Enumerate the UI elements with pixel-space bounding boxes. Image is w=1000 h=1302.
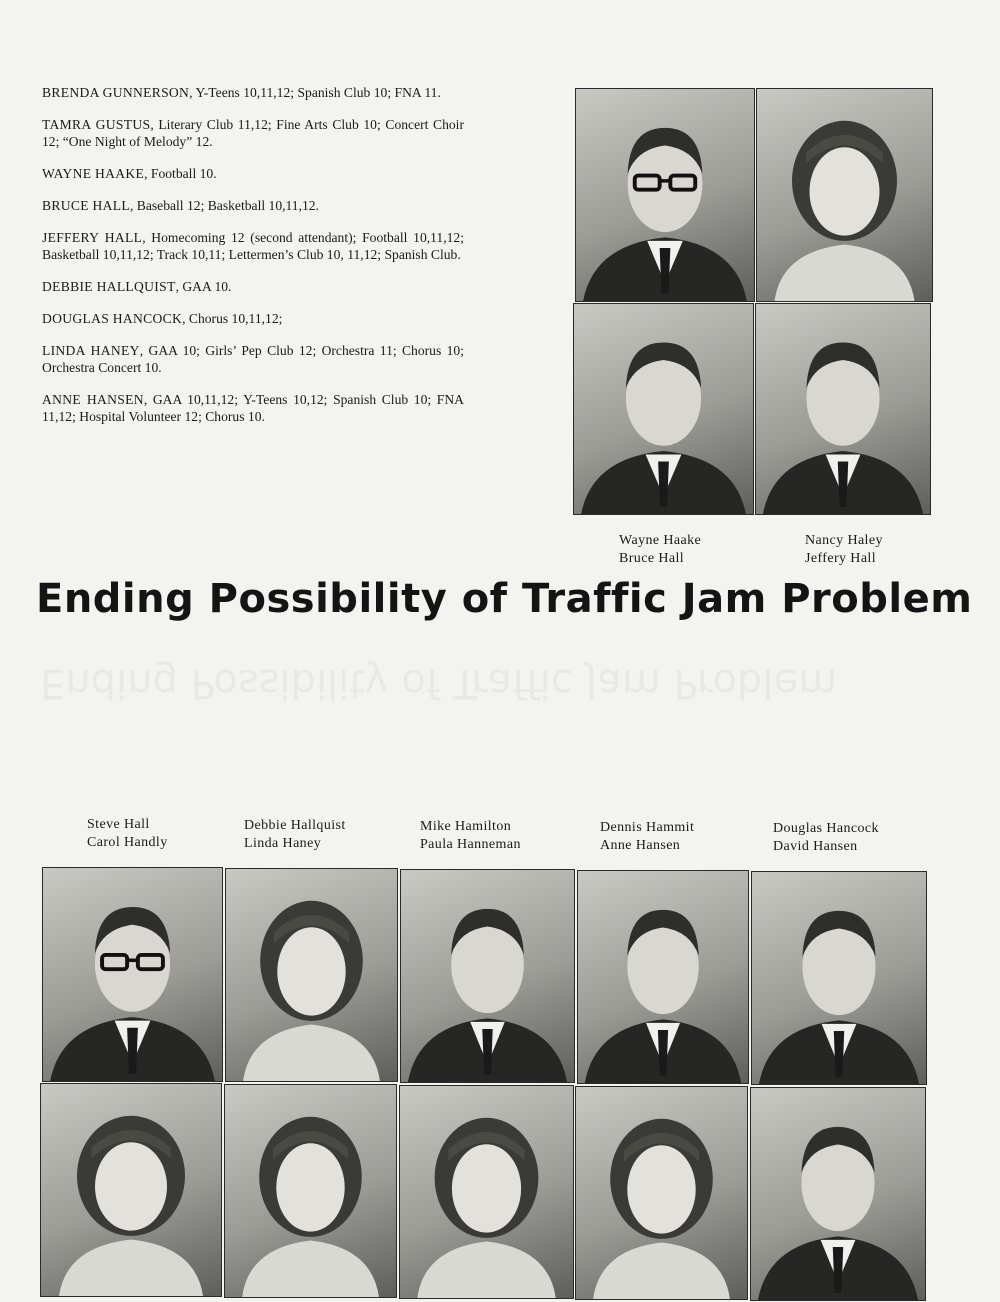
caption-line: Nancy Haley: [805, 533, 883, 548]
photo-caption: [619, 532, 701, 568]
portrait-silhouette: [756, 304, 930, 514]
bio-activities: , GAA 10; Girls’ Pep Club 12; Orchestra 11; Chorus 10; Orchestra Concert 10.: [42, 343, 464, 375]
photo-caption: [773, 820, 879, 856]
bio-entry: [42, 165, 464, 182]
bio-entry: [42, 278, 464, 295]
caption-line: Carol Handly: [87, 835, 168, 850]
portrait-silhouette: [576, 89, 754, 301]
portrait-photo: [399, 1085, 574, 1299]
portrait-silhouette: [752, 872, 926, 1084]
portrait-silhouette: [226, 869, 397, 1081]
caption-line: Mike Hamilton: [420, 819, 512, 834]
caption-line: Debbie Hallquist: [244, 818, 346, 833]
photo-caption: [600, 819, 694, 855]
bio-entry: [42, 116, 464, 150]
page-headline: Ending Possibility of Traffic Jam Problem: [36, 576, 973, 622]
portrait-photo: [573, 303, 754, 515]
portrait-silhouette: [225, 1085, 396, 1297]
bio-activities: , Football 10.: [144, 166, 217, 181]
portrait-silhouette: [41, 1084, 221, 1296]
bio-name: DOUGLAS HANCOCK: [42, 311, 183, 326]
student-bios: [42, 84, 464, 440]
portrait-photo: [755, 303, 931, 515]
caption-line: Steve Hall: [87, 817, 150, 832]
portrait-photo: [750, 1087, 926, 1301]
caption-line: Dennis Hammit: [600, 820, 695, 835]
bio-entry: [42, 310, 464, 327]
bio-name: JEFFERY HALL: [42, 230, 143, 245]
portrait-photo: [575, 1086, 748, 1300]
portrait-photo: [224, 1084, 397, 1298]
bio-name: WAYNE HAAKE: [42, 166, 145, 181]
bio-activities: , Chorus 10,11,12;: [182, 311, 283, 326]
caption-line: Paula Hanneman: [420, 837, 521, 852]
bio-entry: [42, 342, 464, 376]
bio-name: BRUCE HALL: [42, 198, 130, 213]
portrait-photo: [751, 871, 927, 1085]
portrait-photo: [42, 867, 223, 1082]
bio-activities: , GAA 10.: [175, 279, 232, 294]
portrait-silhouette: [574, 304, 753, 514]
bio-name: TAMRA GUSTUS: [42, 117, 151, 132]
bio-activities: , GAA 10,11,12; Y-Teens 10,12; Spanish Club 10; FNA 11,12; Hospital Volunteer 12; Chorus 10.: [42, 392, 464, 424]
bio-entry: [42, 84, 464, 101]
portrait-photo: [40, 1083, 222, 1297]
bleed-through-headline: Ending Possibility of Traffic Jam Problem: [40, 660, 838, 706]
bio-name: ANNE HANSEN: [42, 392, 144, 407]
portrait-silhouette: [757, 89, 932, 301]
bio-name: BRENDA GUNNERSON: [42, 85, 190, 100]
portrait-silhouette: [401, 870, 574, 1082]
bio-name: LINDA HANEY: [42, 343, 140, 358]
photo-caption: [87, 816, 168, 852]
photo-caption: [420, 818, 521, 854]
portrait-photo: [577, 870, 749, 1084]
bio-activities: , Y-Teens 10,11,12; Spanish Club 10; FNA 11.: [189, 85, 441, 100]
caption-line: Jeffery Hall: [805, 551, 877, 566]
photo-caption: [244, 817, 346, 853]
caption-line: Douglas Hancock: [773, 821, 879, 836]
portrait-photo: [575, 88, 755, 302]
bio-activities: , Baseball 12; Basketball 10,11,12.: [129, 198, 319, 213]
portrait-photo: [756, 88, 933, 302]
portrait-photo: [225, 868, 398, 1082]
caption-line: Bruce Hall: [619, 551, 685, 566]
portrait-silhouette: [400, 1086, 573, 1298]
bio-entry: [42, 229, 464, 263]
bio-activities: , Literary Club 11,12; Fine Arts Club 10; Concert Choir 12; “One Night of Melody” 12.: [42, 117, 464, 149]
portrait-silhouette: [751, 1088, 925, 1300]
portrait-silhouette: [576, 1087, 747, 1299]
portrait-silhouette: [578, 871, 748, 1083]
portrait-silhouette: [43, 868, 222, 1081]
caption-line: Linda Haney: [244, 836, 322, 851]
photo-caption: [805, 532, 883, 568]
caption-line: Wayne Haake: [619, 533, 702, 548]
caption-line: Anne Hansen: [600, 838, 681, 853]
caption-line: David Hansen: [773, 839, 858, 854]
bio-entry: [42, 391, 464, 425]
portrait-photo: [400, 869, 575, 1083]
bio-entry: [42, 197, 464, 214]
bio-name: DEBBIE HALLQUIST: [42, 279, 176, 294]
bio-activities: , Homecoming 12 (second attendant); Football 10,11,12; Basketball 10,11,12; Track 10,11; Lettermen’s Club 10, 11,12; Spanish Club.: [42, 230, 464, 262]
